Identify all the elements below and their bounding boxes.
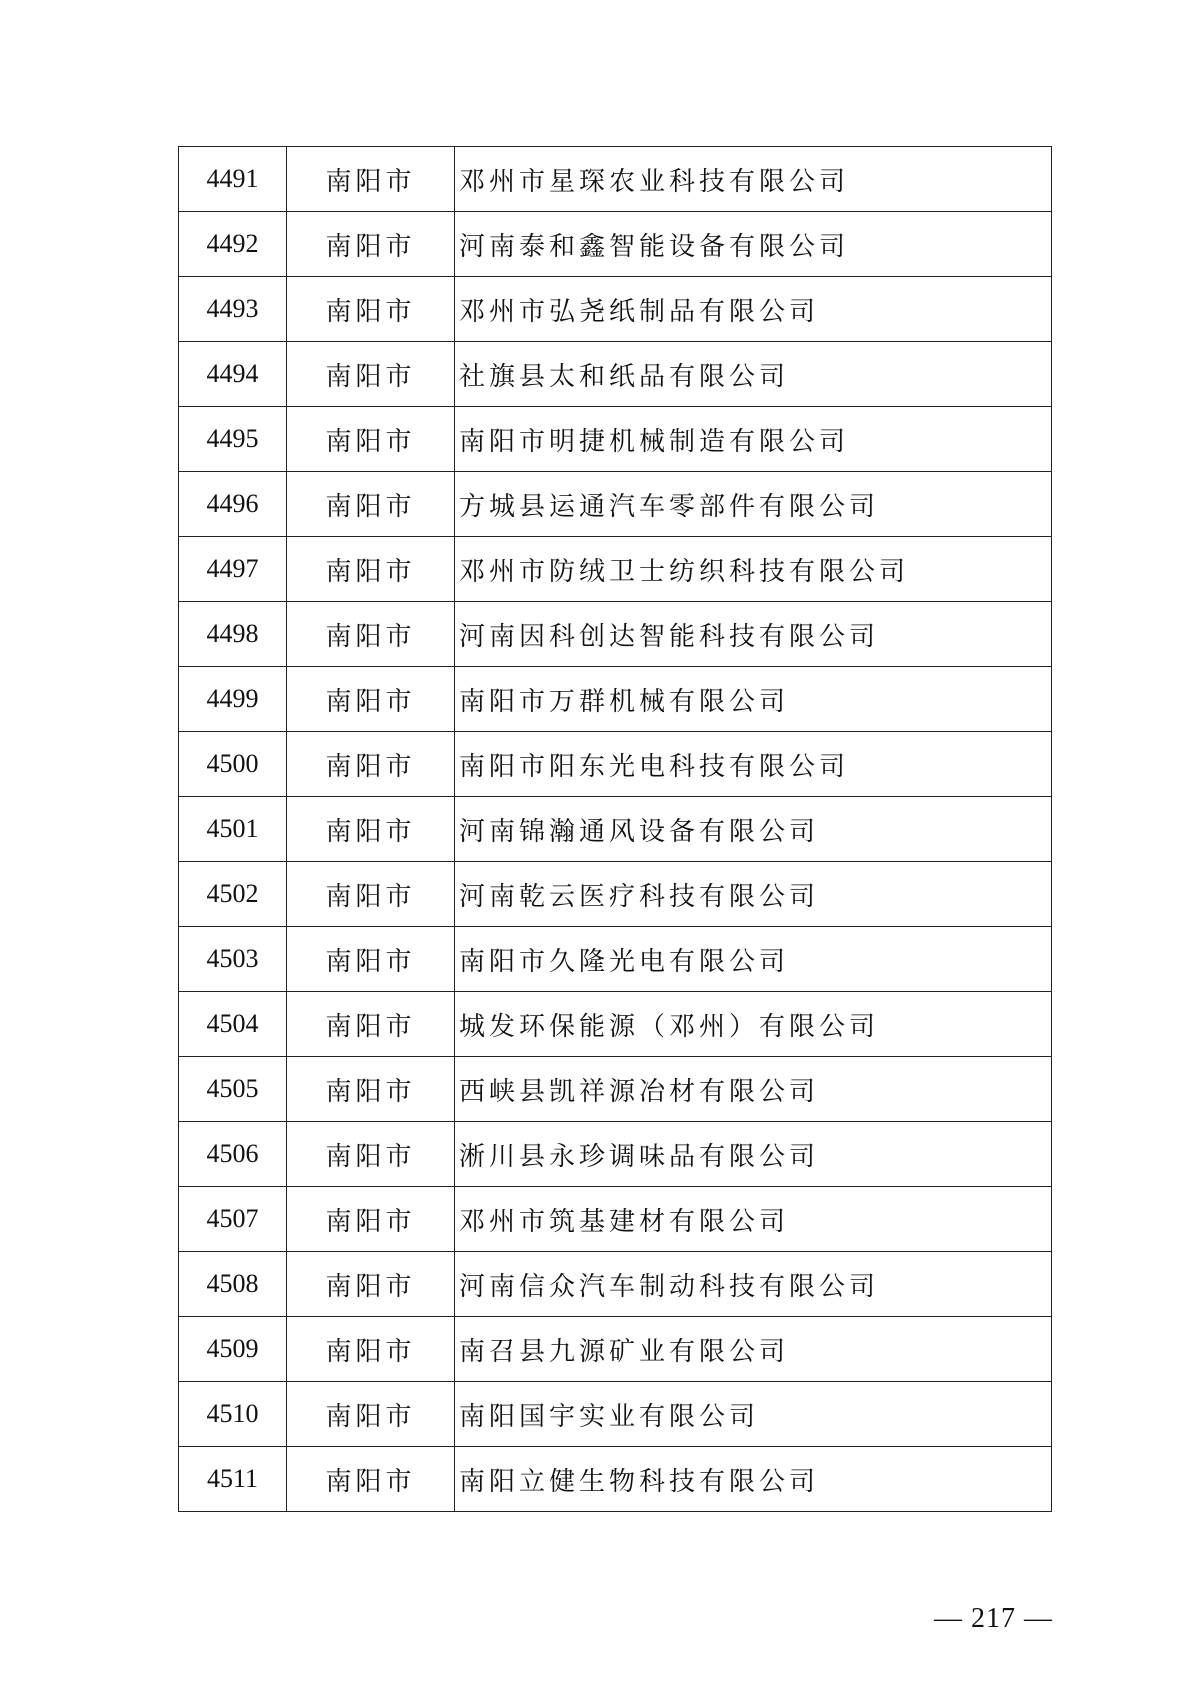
row-city-cell: 南阳市 <box>287 797 455 862</box>
company-list-table <box>178 146 1052 1512</box>
table-row <box>179 277 1052 342</box>
row-company-cell: 南阳市万群机械有限公司 <box>455 667 1052 732</box>
row-city-cell: 南阳市 <box>287 342 455 407</box>
row-number-cell: 4491 <box>179 147 287 212</box>
table-row <box>179 1447 1052 1512</box>
row-company-cell: 南召县九源矿业有限公司 <box>455 1317 1052 1382</box>
table-row <box>179 1057 1052 1122</box>
table-row <box>179 1317 1052 1382</box>
row-number-cell: 4505 <box>179 1057 287 1122</box>
row-city-cell: 南阳市 <box>287 147 455 212</box>
row-number-cell: 4498 <box>179 602 287 667</box>
row-city-cell: 南阳市 <box>287 407 455 472</box>
row-company-cell: 社旗县太和纸品有限公司 <box>455 342 1052 407</box>
row-number-cell: 4508 <box>179 1252 287 1317</box>
row-city-cell: 南阳市 <box>287 602 455 667</box>
row-number-cell: 4496 <box>179 472 287 537</box>
row-city-cell: 南阳市 <box>287 537 455 602</box>
row-city-cell: 南阳市 <box>287 667 455 732</box>
table-body <box>179 147 1052 1512</box>
table-row <box>179 602 1052 667</box>
row-number-cell: 4502 <box>179 862 287 927</box>
row-number-cell: 4510 <box>179 1382 287 1447</box>
row-company-cell: 南阳立健生物科技有限公司 <box>455 1447 1052 1512</box>
row-number-cell: 4493 <box>179 277 287 342</box>
table-row <box>179 667 1052 732</box>
row-number-cell: 4492 <box>179 212 287 277</box>
row-number-cell: 4511 <box>179 1447 287 1512</box>
row-number-cell: 4506 <box>179 1122 287 1187</box>
row-city-cell: 南阳市 <box>287 1187 455 1252</box>
table-row <box>179 537 1052 602</box>
table-row <box>179 927 1052 992</box>
table-row <box>179 992 1052 1057</box>
table-row <box>179 342 1052 407</box>
table-row <box>179 1252 1052 1317</box>
row-company-cell: 南阳市阳东光电科技有限公司 <box>455 732 1052 797</box>
row-city-cell: 南阳市 <box>287 1317 455 1382</box>
row-company-cell: 河南锦瀚通风设备有限公司 <box>455 797 1052 862</box>
row-company-cell: 河南泰和鑫智能设备有限公司 <box>455 212 1052 277</box>
table-row <box>179 1187 1052 1252</box>
row-number-cell: 4503 <box>179 927 287 992</box>
page-number: — 217 — <box>934 1603 1053 1634</box>
row-number-cell: 4507 <box>179 1187 287 1252</box>
row-city-cell: 南阳市 <box>287 1057 455 1122</box>
row-city-cell: 南阳市 <box>287 992 455 1057</box>
row-company-cell: 邓州市弘尧纸制品有限公司 <box>455 277 1052 342</box>
row-city-cell: 南阳市 <box>287 732 455 797</box>
row-company-cell: 邓州市防绒卫士纺织科技有限公司 <box>455 537 1052 602</box>
row-number-cell: 4494 <box>179 342 287 407</box>
row-number-cell: 4500 <box>179 732 287 797</box>
row-company-cell: 河南信众汽车制动科技有限公司 <box>455 1252 1052 1317</box>
row-company-cell: 邓州市筑基建材有限公司 <box>455 1187 1052 1252</box>
table-row <box>179 732 1052 797</box>
row-city-cell: 南阳市 <box>287 1447 455 1512</box>
row-company-cell: 方城县运通汽车零部件有限公司 <box>455 472 1052 537</box>
table-row <box>179 212 1052 277</box>
row-company-cell: 河南乾云医疗科技有限公司 <box>455 862 1052 927</box>
row-number-cell: 4495 <box>179 407 287 472</box>
row-city-cell: 南阳市 <box>287 862 455 927</box>
row-city-cell: 南阳市 <box>287 927 455 992</box>
table-row <box>179 472 1052 537</box>
row-company-cell: 河南因科创达智能科技有限公司 <box>455 602 1052 667</box>
row-city-cell: 南阳市 <box>287 277 455 342</box>
table-row <box>179 147 1052 212</box>
row-number-cell: 4497 <box>179 537 287 602</box>
row-company-cell: 邓州市星琛农业科技有限公司 <box>455 147 1052 212</box>
row-city-cell: 南阳市 <box>287 1382 455 1447</box>
row-company-cell: 西峡县凯祥源冶材有限公司 <box>455 1057 1052 1122</box>
row-city-cell: 南阳市 <box>287 212 455 277</box>
table-row <box>179 1382 1052 1447</box>
row-number-cell: 4504 <box>179 992 287 1057</box>
table-row <box>179 1122 1052 1187</box>
row-number-cell: 4499 <box>179 667 287 732</box>
row-company-cell: 城发环保能源（邓州）有限公司 <box>455 992 1052 1057</box>
row-company-cell: 南阳市久隆光电有限公司 <box>455 927 1052 992</box>
row-company-cell: 淅川县永珍调味品有限公司 <box>455 1122 1052 1187</box>
row-company-cell: 南阳国宇实业有限公司 <box>455 1382 1052 1447</box>
row-number-cell: 4501 <box>179 797 287 862</box>
row-company-cell: 南阳市明捷机械制造有限公司 <box>455 407 1052 472</box>
table-row <box>179 407 1052 472</box>
row-number-cell: 4509 <box>179 1317 287 1382</box>
row-city-cell: 南阳市 <box>287 472 455 537</box>
row-city-cell: 南阳市 <box>287 1252 455 1317</box>
row-city-cell: 南阳市 <box>287 1122 455 1187</box>
table-row <box>179 862 1052 927</box>
table-row <box>179 797 1052 862</box>
